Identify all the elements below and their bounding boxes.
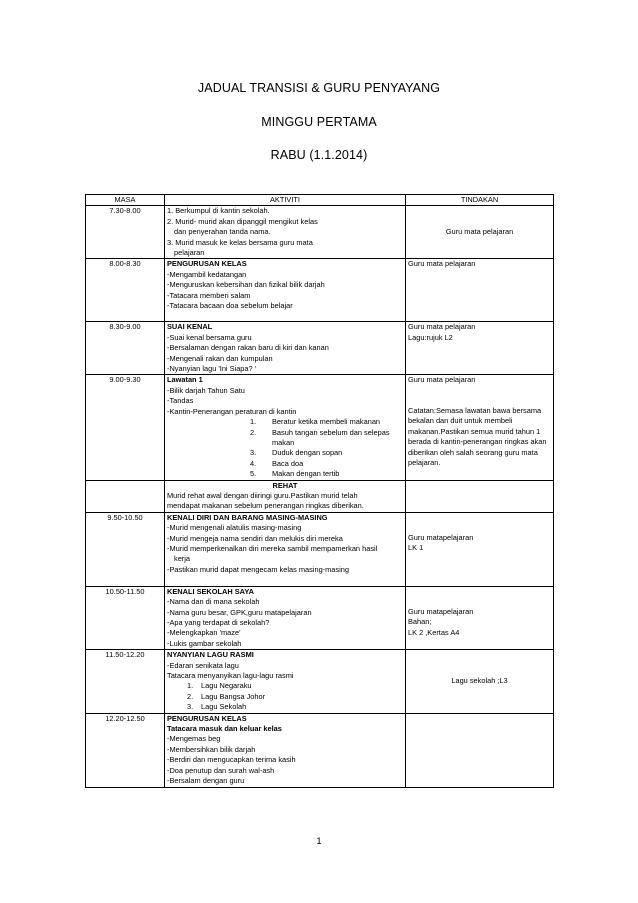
list-text: Lagu Bangsa Johor [201,691,266,701]
activity-heading: REHAT [272,480,298,490]
action-cell [406,259,554,322]
action-cell [406,322,554,375]
time-cell: 12.20-12.50 [86,713,165,787]
time-cell: 8.30-9.00 [86,322,165,375]
activity-line: dan penyerahan tanda nama. [174,227,271,237]
spacer [408,587,551,607]
activity-cell [165,480,406,512]
week-label: MINGGU PERTAMA [261,115,377,129]
header-tindakan: TINDAKAN [406,195,554,206]
list-text: Basuh tangan sebelum dan selepas makan [272,427,390,447]
action-line: Guru mata pelajaran [408,259,476,269]
time-cell: 9.00-9.30 [86,375,165,480]
activity-line: Tatacara menyanyikan lagu-lagu rasmi [167,671,294,680]
activity-line: 2. Murid- murid akan dipanggil mengikut kelas [167,216,318,226]
table-row [86,375,554,480]
activity-line: -Lukis gambar sekolah [167,638,242,648]
activity-line: -Bilik darjah Tahun Satu [167,385,245,395]
table-row [86,322,554,375]
activity-line: -Doa penutup dan surah wal-ash [167,765,275,775]
table-header-row [86,195,554,206]
page-number: 1 [316,836,322,847]
action-line: berada di kantin-penerangan ringkas akan [408,437,547,447]
activity-heading: PENGURUSAN KELAS [167,713,247,723]
activity-line: pelajaran [174,248,205,258]
table-row [86,259,554,322]
list-text: Baca doa [272,458,304,468]
activity-line: -Nyanyian lagu 'Ini Siapa? ' [167,364,257,374]
list-item [167,692,403,702]
time-cell: 11.50-12.20 [86,650,165,713]
list-number: 3. [187,702,194,712]
list-text: Lagu Negaraku [201,681,252,691]
activity-line: -Berdiri dan mengucapkan terima kasih [167,755,296,765]
activity-line: -Bersalam dengan guru [167,776,245,786]
time-cell: 7.30-8.00 [86,206,165,259]
activity-cell [165,713,406,787]
action-cell [406,512,554,586]
list-text: Makan dengan tertib [272,469,340,479]
list-text: Duduk dengan sopan [272,448,343,458]
activity-line: -Tatacara memberi salam [167,290,251,300]
activity-line: -Kantin-Penerangan peraturan di kantin [167,406,297,416]
time-cell: 10.50-11.50 [86,586,165,649]
activity-cell [165,322,406,375]
date-label: RABU (1.1.2014) [270,148,368,162]
action-cell [406,480,554,512]
list-item [167,417,403,427]
activity-line: -Mengemas beg [167,734,221,744]
activity-line: -Membersihkan bilik darjah [167,744,256,754]
action-cell [406,206,554,259]
action-line: bekalan dan duit untuk membeli [408,416,513,426]
activity-cell [165,586,406,649]
activity-line: -Murid mengeja nama sendiri dan melukis diri mereka [167,533,343,543]
table-row [86,650,554,713]
list-item [167,428,403,449]
table-row [86,713,554,787]
list-number: 2. [250,427,257,437]
list-item [167,448,403,458]
activity-line: kerja [174,554,191,564]
time-cell: 8.00-8.30 [86,259,165,322]
action-cell [406,650,554,713]
action-line: LK 1 [408,543,424,553]
activity-line: -Mengenali rakan dan kumpulan [167,353,273,363]
activity-line: -Menguruskan kebersihan dan fizikal bilik darjah [167,280,325,290]
action-line: Guru mata pelajaran [408,375,476,385]
activity-line: -Melengkapkan 'maze' [167,628,241,638]
activity-cell [165,206,406,259]
activity-line: -Nama guru besar, GPK,guru matapelajaran [167,607,312,617]
list-text: Beratur ketika membeli makanan [272,417,381,427]
activity-cell [165,512,406,586]
list-number: 5. [250,469,257,479]
action-line: LK 2 ,Kertas A4 [408,627,460,637]
activity-line: Murid rehat awal dengan diiringi guru.Pastikan murid telah [167,490,358,500]
activity-heading: PENGURUSAN KELAS [167,259,247,269]
list-number: 1. [250,417,257,427]
activity-line: -Edaran senikata lagu [167,660,239,670]
action-line: Bahan; [408,617,432,627]
activity-line: -Bersalaman dengan rakan baru di kiri dan kanan [167,343,329,353]
action-cell [406,375,554,480]
activity-line: mendapat makanan sebelum penerangan ringkas diberikan. [167,501,364,511]
list-number: 1. [187,681,194,691]
activity-heading: KENALI SEKOLAH SAYA [167,586,254,596]
header-masa: MASA [86,195,165,206]
activity-heading: KENALI DIRI DAN BARANG MASING-MASING [167,512,328,522]
activity-line: -Suai kenal bersama guru [167,332,252,342]
list-number: 3. [250,448,257,458]
list-item [167,702,403,712]
spacer [408,386,551,406]
list-number: 2. [187,691,194,701]
action-line: Lagu sekolah ;L3 [451,676,508,686]
action-cell [406,586,554,649]
activity-heading: SUAI KENAL [167,322,213,332]
activity-line: -Apa yang terdapat di sekolah? [167,617,270,627]
action-line: Guru matapelajaran [408,532,474,542]
action-line: makanan.Pastikan semua murid tahun 1 [408,426,541,436]
activity-line: -Nama dan di mana sekolah [167,597,260,607]
activity-line: -Mengambil kedatangan [167,269,247,279]
table-row [86,512,554,586]
activity-cell [165,650,406,713]
schedule-table [85,194,554,788]
action-line: Lagu:rujuk L2 [408,332,453,342]
activity-line: 1. Berkumpul di kantin sekolah. [167,206,270,216]
list-item [167,459,403,469]
activity-line: -Murid memperkenalkan diri mereka sambil mempamerkan hasil [167,543,378,553]
activity-line: -Tandas [167,396,194,406]
action-line: Guru mata pelajaran [445,227,514,237]
table-row [86,586,554,649]
action-cell [406,713,554,787]
time-cell: 9.50-10.50 [86,512,165,586]
action-line: Catatan:Semasa lawatan bawa bersama [408,405,542,415]
header-aktiviti: AKTIVITI [165,195,406,206]
activity-heading: NYANYIAN LAGU RASMI [167,650,254,660]
activity-cell [165,375,406,480]
time-cell [86,480,165,512]
action-line: diberikan oleh salah seorang guru mata [408,447,538,457]
list-item [167,469,403,479]
action-line: pelajaran. [408,457,441,467]
list-number: 4. [250,458,257,468]
action-line: Guru mata pelajaran [408,322,476,332]
activity-subheading: Tatacara masuk dan keluar kelas [167,724,282,734]
table-row [86,480,554,512]
list-text: Lagu Sekolah [201,702,247,712]
list-item [167,681,403,691]
activity-line: -Pastikan murid dapat mengecam kelas masing-masing [167,564,349,574]
activity-line: 3. Murid masuk ke kelas bersama guru mata [167,237,313,247]
activity-heading: Lawatan 1 [167,375,203,385]
activity-line: -Tatacara bacaan doa sebelum belajar [167,301,293,311]
table-row [86,206,554,259]
spacer [408,513,551,533]
document-title: JADUAL TRANSISI & GURU PENYAYANG [197,81,441,95]
activity-cell [165,259,406,322]
activity-line: -Murid mengenali alatulis masing-masing [167,523,302,533]
action-line: Guru matapelajaran [408,606,474,616]
